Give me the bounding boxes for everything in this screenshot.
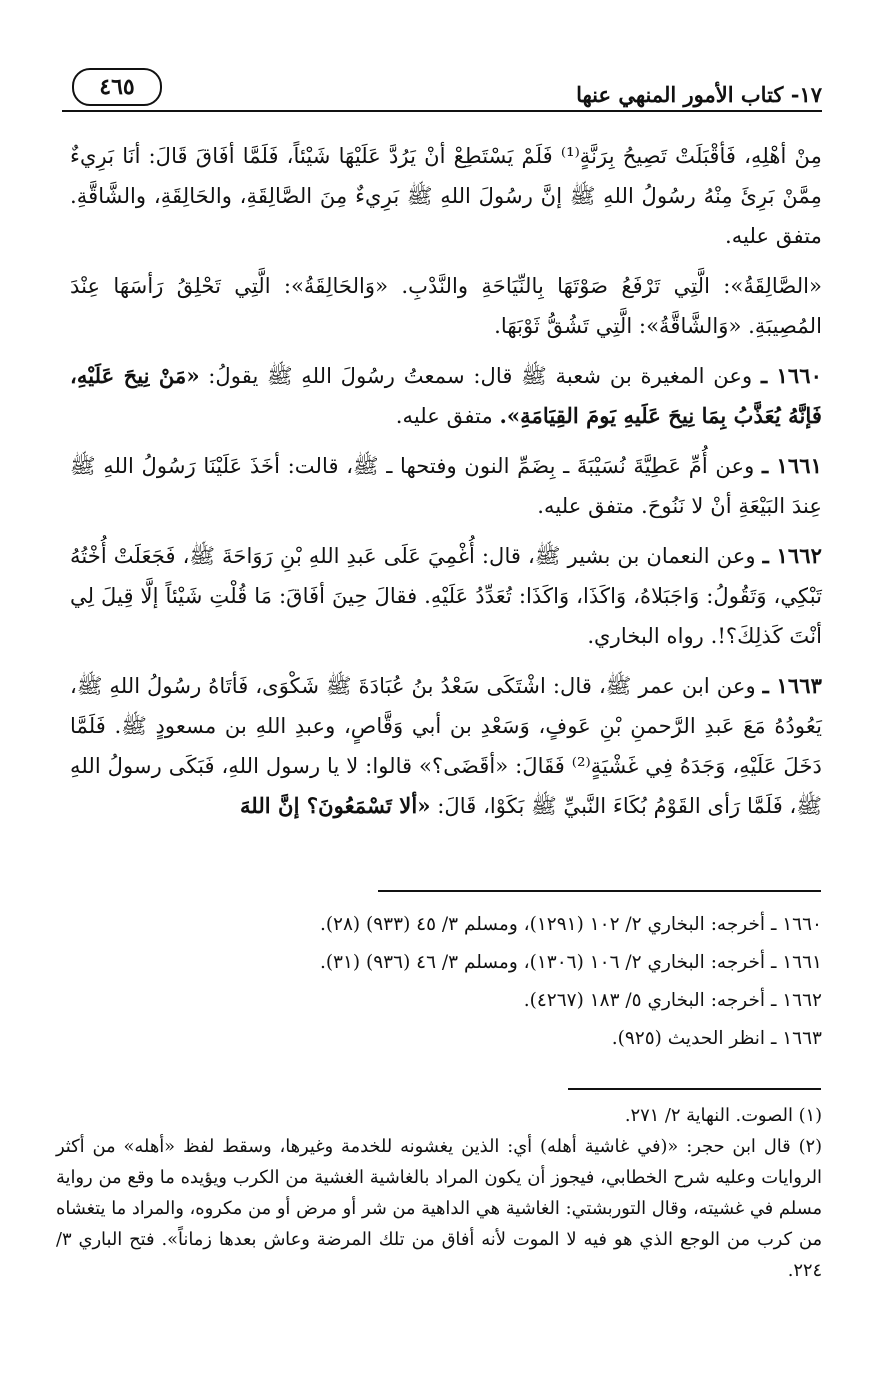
hadith-number: ١٦٦٢ ـ [762, 543, 822, 568]
sources-divider [378, 890, 821, 892]
hadith-quote: «ألا تَسْمَعُونَ؟ إنَّ اللهَ [239, 793, 431, 818]
footnote-marker: (١) [798, 1105, 822, 1126]
hadith-text: وعن النعمان بن بشير ﷺ، قال: أُغْمِيَ عَلَى عَبدِ اللهِ بْنِ رَوَاحَةَ ﷺ، فَجَعَلَتْ أُخْتُهُ تَبْكِي، وَتَقُولُ: وَاجَبَلاهُ، وَاكَذَا، وَاكَذَا: تُعَدِّدُ عَلَيْهِ. فقالَ حِينَ أفَاقَ: مَا قُلْتِ شَيْئاً إلَّا قِيلَ لِي أنْتَ كَذلِكَ؟!. رواه البخاري. [70, 543, 822, 648]
hadith-1660 [70, 356, 822, 436]
hadith-text: وعن ابن عمر ﷺ، قال: اشْتَكَى سَعْدُ بنُ عُبَادَةَ ﷺ شَكْوَى، فَأتَاهُ رسُولُ اللهِ ﷺ، يَعُودُهُ مَعَ عَبدِ الرَّحمنِ بْنِ عَوفٍ، وَسَعْدِ بن أبي وَقَّاصٍ، وعبدِ اللهِ بن مسعودٍ ﷺ. فَلَمَّا دَخَلَ عَلَيْهِ، وَجَدَهُ فِي غَشْيَةٍ⁽²⁾ فَقَالَ: «أقَضَى؟» قالوا: لا يا رسول اللهِ، فَبَكَى رسولُ اللهِ ﷺ، فَلَمَّا رَأى القَوْمُ بُكَاءَ النَّبيِّ ﷺ بَكَوْا، قَالَ: [70, 673, 822, 818]
source-references [70, 906, 822, 1058]
paragraph-glossary: «الصَّالِقَةُ»: الَّتِي تَرْفَعُ صَوْتَهَا بِالنِّيَاحَةِ والنَّدْبِ. «وَالحَالِقَةُ»: الَّتِي تَحْلِقُ رَأسَهَا عِنْدَ المُصِيبَةِ. «وَالشَّاقَّةُ»: الَّتِي تَشُقُّ ثَوْبَهَا. [70, 273, 822, 338]
source-ref-1660: ١٦٦٠ ـ أخرجه: البخاري ٢/ ١٠٢ (١٢٩١)، ومسلم ٣/ ٤٥ (٩٣٣) (٢٨). [319, 914, 822, 935]
hadith-number: ١٦٦٣ ـ [762, 673, 822, 698]
running-title: ١٧- كتاب الأمور المنهي عنها [576, 82, 822, 107]
footnotes [56, 1100, 822, 1286]
hadith-1662 [70, 536, 822, 656]
footnote-text: الصوت. النهاية ٢/ ٢٧١. [624, 1105, 793, 1126]
source-ref-1663: ١٦٦٣ ـ انظر الحديث (٩٢٥). [611, 1028, 822, 1049]
hadith-quote: «مَنْ نِيحَ عَلَيْهِ، فَإنَّهُ يُعَذَّبُ بِمَا نِيحَ عَلَيهِ يَومَ القِيَامَةِ». [70, 363, 822, 428]
source-ref-1661: ١٦٦١ ـ أخرجه: البخاري ٢/ ١٠٦ (١٣٠٦)، ومسلم ٣/ ٤٦ (٩٣٦) (٣١). [319, 952, 822, 973]
page-number: ٤٦٥ [72, 68, 162, 106]
footnote-marker: (٢) [798, 1136, 823, 1157]
hadith-1663 [70, 666, 822, 826]
hadith-number: ١٦٦١ ـ [762, 453, 822, 478]
header-divider [62, 110, 822, 112]
hadith-number: ١٦٦٠ ـ [760, 363, 822, 388]
footnote-text: قال ابن حجر: «(في غاشية أهله) أي: الذين يغشونه للخدمة وغيرها، وسقط لفظ «أهله» من أكثر الروايات وعليه شرح الخطابي، فيجوز أن يكون المراد بالغاشية الغشية من الكرب ويؤيده ما وقع من رواية مسلم في غشيته، وقال التوربشتي: الغاشية هي الداهية من شر أو مرض أو من مكروه، والمراد ما يتغشاه من كرب من الوجع الذي هو فيه لا الموت لأنه أفاق من تلك المرضة وعاش بعدها زماناً». فتح الباري ٣/ ٢٢٤. [56, 1136, 822, 1281]
hadith-1661 [70, 446, 822, 526]
hadith-text: وعن المغيرة بن شعبة ﷺ قال: سمعتُ رسُولَ اللهِ ﷺ يقولُ: [199, 363, 753, 388]
footnote-1 [56, 1100, 822, 1131]
main-text [70, 136, 822, 834]
hadith-grading: متفق عليه. [395, 403, 500, 428]
footnote-2 [56, 1131, 822, 1286]
source-ref-1662: ١٦٦٢ ـ أخرجه: البخاري ٥/ ١٨٣ (٤٢٦٧). [523, 990, 822, 1011]
hadith-text: وعن أُمِّ عَطِيَّةَ نُسَيْبَةَ ـ بِضَمِّ النون وفتحها ـ ﷺ، قالت: أخَذَ عَلَيْنَا رَسُولُ اللهِ ﷺ عِندَ البَيْعَةِ أنْ لا نَنُوحَ. متفق عليه. [70, 453, 822, 518]
page-header [62, 66, 822, 118]
paragraph-continuation: مِنْ أهْلِهِ، فَأقْبَلَتْ تَصِيحُ بِرَنَّةٍ⁽¹⁾ فَلَمْ يَسْتَطِعْ أنْ يَرُدَّ عَلَيْهَا شَيْئاً، فَلَمَّا أفَاقَ قَالَ: أنَا بَرِيءٌ مِمَّنْ بَرِئَ مِنْهُ رسُولُ اللهِ ﷺ إنَّ رسُولَ اللهِ ﷺ بَرِيءٌ مِنَ الصَّالِقَةِ، والحَالِقَةِ، والشَّاقَّةِ. متفق عليه. [70, 143, 822, 248]
footnotes-divider [568, 1088, 821, 1090]
